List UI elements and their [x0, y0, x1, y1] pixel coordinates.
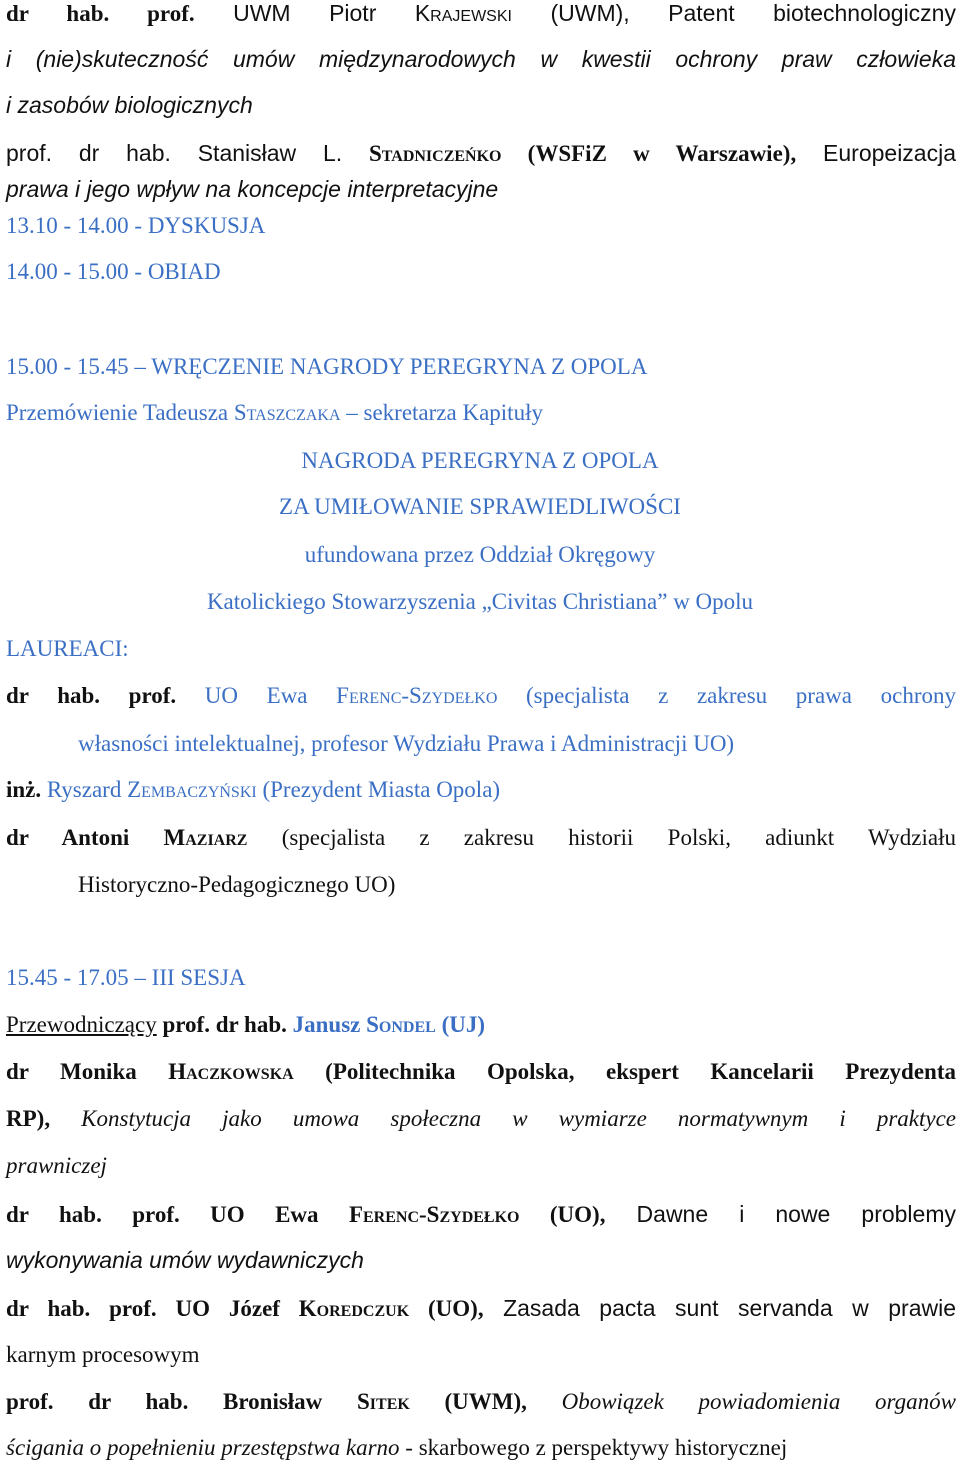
entry-stadniczenko: prof. dr hab. Stanisław L. Stadniczeńko (WSFiZ w Warszawie), Europeizacja	[6, 140, 956, 166]
laureat-ferenc-cont: własności intelektualnej, profesor Wydziału Prawa i Administracji UO)	[78, 731, 735, 756]
award-line-3: ufundowana przez Oddział Okręgowy	[304, 542, 656, 567]
surname: Sitek	[357, 1389, 410, 1414]
talk-haczkowska: dr Monika Haczkowska (Politechnika Opolska, ekspert Kancelarii Prezydenta	[6, 1059, 956, 1084]
talk-sitek: prof. dr hab. Bronisław Sitek (UWM), Obowiązek powiadomienia organów	[6, 1389, 956, 1414]
talk-haczkowska-title-cont: prawniczej	[6, 1153, 107, 1178]
award-line-2: ZA UMIŁOWANIE SPRAWIEDLIWOŚCI	[279, 494, 681, 519]
entry-stadniczenko-title: prawa i jego wpływ na koncepcje interpretacyjne	[6, 176, 499, 202]
entry-krajewski: dr hab. prof. UWM Piotr Krajewski (UWM), Patent biotechnologiczny	[6, 0, 956, 26]
speech-line: Przemówienie Tadeusza Staszczaka – sekretarza Kapituły	[6, 400, 543, 425]
talk-koredczuk: dr hab. prof. UO Józef Koredczuk (UO), Zasada pacta sunt servanda w prawie	[6, 1295, 956, 1321]
surname: Krajewski	[414, 0, 512, 26]
entry-krajewski-title: i (nie)skuteczność umów międzynarodowych w kwestii ochrony praw człowieka	[6, 46, 956, 72]
talk-ferenc-title-cont: wykonywania umów wydawniczych	[6, 1247, 364, 1273]
surname: Koredczuk	[298, 1296, 410, 1321]
talk-haczkowska-title: RP), Konstytucja jako umowa społeczna w wymiarze normatywnym i praktyce	[6, 1106, 956, 1131]
schedule-dyskusja: 13.10 - 14.00 - DYSKUSJA	[6, 213, 266, 238]
surname: Ferenc-Szydełko	[336, 683, 498, 708]
talk-koredczuk-title-cont: karnym procesowym	[6, 1342, 200, 1367]
laureaci-label: LAUREACI:	[6, 636, 129, 661]
schedule-obiad: 14.00 - 15.00 - OBIAD	[6, 259, 221, 284]
surname: Ferenc-Szydełko	[348, 1202, 520, 1227]
schedule-nagroda: 15.00 - 15.45 – WRĘCZENIE NAGRODY PEREGRYNA Z OPOLA	[6, 354, 648, 379]
surname: Zembaczyński	[127, 777, 257, 802]
sesja-chair: Przewodniczący prof. dr hab. Janusz Sondel (UJ)	[6, 1012, 486, 1037]
talk-ferenc: dr hab. prof. UO Ewa Ferenc-Szydełko (UO), Dawne i nowe problemy	[6, 1201, 956, 1227]
surname: Sondel	[366, 1012, 436, 1037]
entry-krajewski-title-cont: i zasobów biologicznych	[6, 92, 253, 118]
laureat-maziarz: dr Antoni Maziarz (specjalista z zakresu historii Polski, adiunkt Wydziału	[6, 825, 956, 850]
award-line-4: Katolickiego Stowarzyszenia „Civitas Christiana” w Opolu	[206, 589, 754, 614]
laureat-zembaczynski: inż. Ryszard Zembaczyński (Prezydent Miasta Opola)	[6, 777, 501, 802]
talk-sitek-title-cont: ścigania o popełnieniu przestępstwa karno - skarbowego z perspektywy historycznej	[6, 1435, 788, 1460]
surname: Stadniczeńko	[368, 141, 502, 166]
surname: Haczkowska	[168, 1059, 294, 1084]
surname: Maziarz	[163, 825, 248, 850]
award-line-1: NAGRODA PEREGRYNA Z OPOLA	[301, 448, 659, 473]
sesja-title: 15.45 - 17.05 – III SESJA	[6, 965, 246, 990]
laureat-ferenc: dr hab. prof. UO Ewa Ferenc-Szydełko (specjalista z zakresu prawa ochrony	[6, 683, 956, 708]
laureat-maziarz-cont: Historyczno-Pedagogicznego UO)	[78, 872, 396, 897]
surname: Staszczaka	[233, 400, 341, 425]
title-prefix: dr hab. prof.	[6, 1, 195, 26]
